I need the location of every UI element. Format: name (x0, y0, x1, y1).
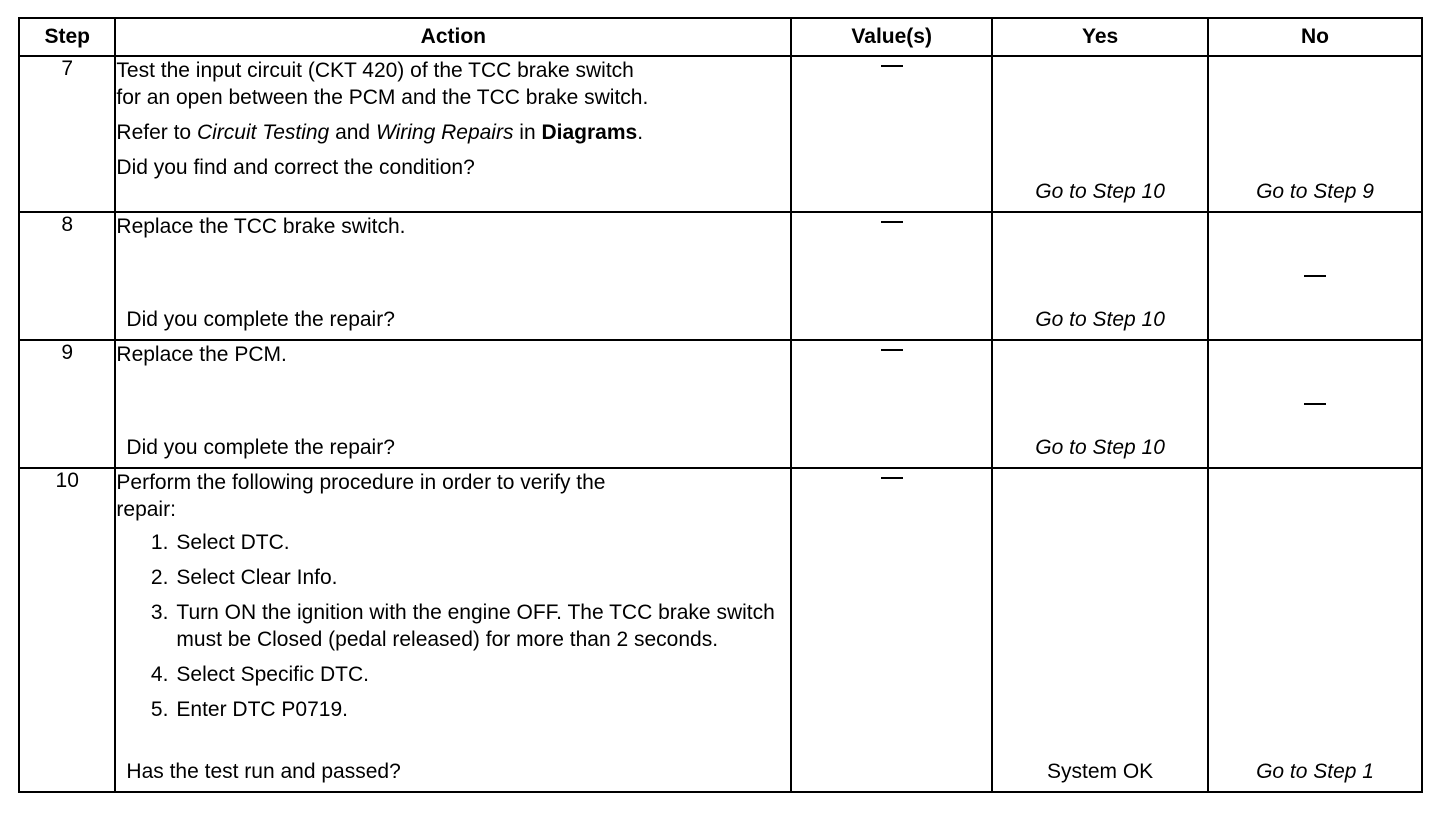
action-text: for an open between the PCM and the TCC brake switch. (116, 86, 649, 109)
procedure-list (116, 529, 790, 723)
list-item (116, 696, 790, 723)
header-action: Action (115, 18, 791, 56)
header-values: Value(s) (791, 18, 992, 56)
header-no: No (1208, 18, 1422, 56)
no-cell (1208, 56, 1422, 212)
yes-goto: Go to Step 10 (1035, 180, 1165, 203)
action-cell (115, 56, 791, 212)
no-cell (1208, 212, 1422, 340)
list-number: 3. (150, 601, 169, 624)
table-row (19, 340, 1422, 468)
no-cell (1208, 468, 1422, 792)
ref-text: in (513, 121, 542, 144)
action-text: Replace the TCC brake switch. (116, 215, 406, 238)
no-goto: Go to Step 1 (1256, 760, 1374, 783)
action-cell (115, 340, 791, 468)
value-cell (791, 56, 992, 212)
header-yes: Yes (992, 18, 1208, 56)
table-row (19, 56, 1422, 212)
list-number: 4. (150, 663, 169, 686)
list-number: 5. (150, 698, 169, 721)
step-number: 10 (19, 468, 115, 792)
list-text: Select Specific DTC. (176, 663, 369, 686)
step-number: 9 (19, 340, 115, 468)
yes-cell (992, 212, 1208, 340)
list-item (116, 564, 790, 591)
list-text: Select Clear Info. (176, 566, 338, 589)
step-number: 8 (19, 212, 115, 340)
no-dash (1304, 403, 1326, 405)
header-step: Step (19, 18, 115, 56)
action-text: repair: (116, 498, 176, 521)
action-cell (115, 212, 791, 340)
value-dash (881, 477, 903, 479)
action-text: Perform the following procedure in order to verify the (116, 471, 606, 494)
list-item (116, 529, 790, 556)
yes-cell (992, 468, 1208, 792)
value-cell (791, 468, 992, 792)
value-dash (881, 349, 903, 351)
action-question: Did you complete the repair? (126, 308, 395, 331)
list-item (116, 599, 790, 653)
list-item (116, 661, 790, 688)
value-dash (881, 65, 903, 67)
ref-circuit-testing: Circuit Testing (196, 121, 330, 144)
yes-cell (992, 56, 1208, 212)
no-dash (1304, 275, 1326, 277)
action-question: Has the test run and passed? (126, 760, 401, 783)
yes-goto: Go to Step 10 (1035, 308, 1165, 331)
value-cell (791, 340, 992, 468)
action-question: Did you complete the repair? (126, 436, 395, 459)
yes-goto: Go to Step 10 (1035, 436, 1165, 459)
action-cell (115, 468, 791, 792)
no-goto: Go to Step 9 (1256, 180, 1374, 203)
list-text: Select DTC. (176, 531, 290, 554)
ref-text: Refer to (116, 121, 197, 144)
yes-cell (992, 340, 1208, 468)
no-cell (1208, 340, 1422, 468)
diagnostic-table (18, 17, 1423, 793)
action-text: Test the input circuit (CKT 420) of the TCC brake switch (116, 59, 634, 82)
ref-text: . (637, 121, 644, 144)
list-text: Turn ON the ignition with the engine OFF. The TCC brake switch must be Closed (pedal released) for more than 2 seconds. (176, 601, 775, 651)
action-text: Replace the PCM. (116, 343, 287, 366)
value-dash (881, 221, 903, 223)
list-text: Enter DTC P0719. (176, 698, 348, 721)
header-row (19, 18, 1422, 56)
ref-text: and (329, 121, 376, 144)
action-reference (116, 119, 790, 146)
yes-result: System OK (1046, 760, 1154, 783)
ref-diagrams: Diagrams (541, 121, 638, 144)
table-row (19, 468, 1422, 792)
list-number: 2. (150, 566, 169, 589)
value-cell (791, 212, 992, 340)
list-number: 1. (150, 531, 169, 554)
ref-wiring-repairs: Wiring Repairs (375, 121, 514, 144)
table-row (19, 212, 1422, 340)
diagnostic-table-sheet (18, 17, 1423, 793)
action-question: Did you find and correct the condition? (116, 156, 475, 179)
step-number: 7 (19, 56, 115, 212)
